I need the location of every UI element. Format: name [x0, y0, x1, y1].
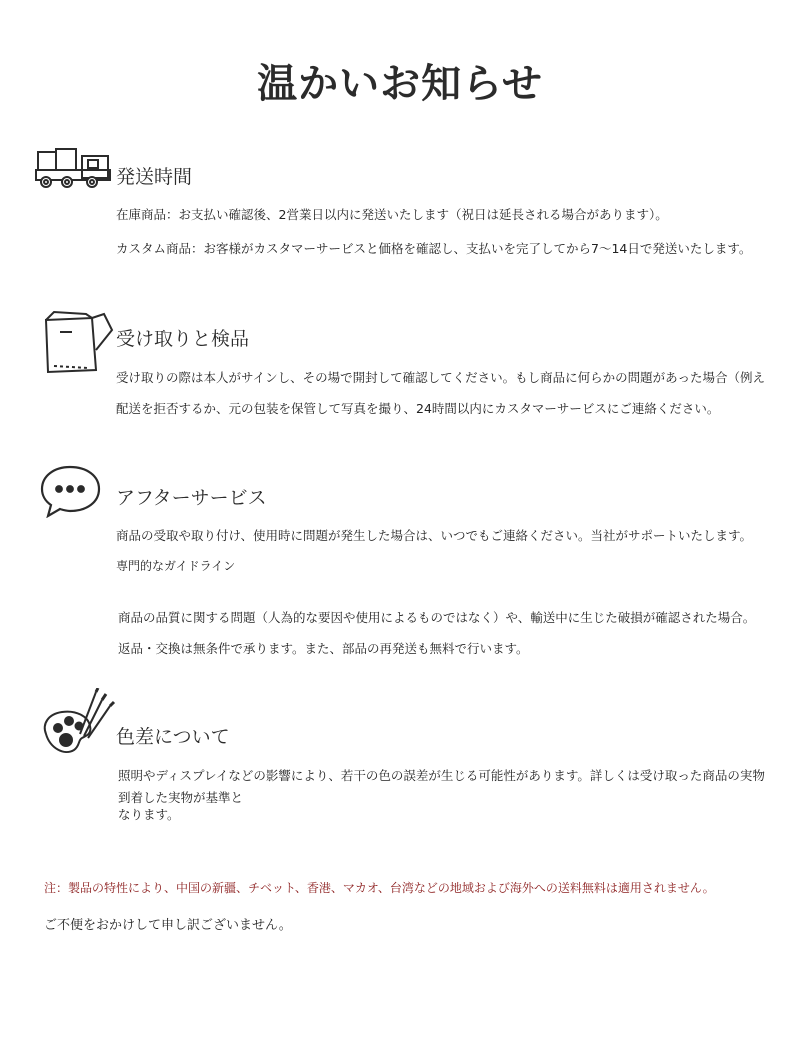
after-service-line-1: 商品の受取や取り付け、使用時に問題が発生した場合は、いつでもご連絡ください。当社がサポートいたします。: [116, 528, 753, 543]
truck-icon: [34, 146, 114, 192]
color-line-1: 照明やディスプレイなどの影響により、若干の色の誤差が生じる可能性があります。詳しくは受け取った商品の実物: [118, 768, 765, 783]
section-heading-after-service: アフターサービス: [116, 487, 267, 509]
section-heading-shipping: 発送時間: [116, 166, 193, 188]
shipping-line-1: 在庫商品：お支払い確認後、2営業日以内に発送いたします（祝日は延長される場合があります）。: [116, 207, 668, 222]
after-service-line-4: 返品・交換は無条件で承ります。また、部品の再発送も無料で行います。: [118, 641, 529, 656]
section-heading-receiving: 受け取りと検品: [116, 328, 250, 350]
page-title: 温かいお知らせ: [257, 61, 543, 107]
chat-bubble-icon: [40, 464, 104, 518]
receiving-line-2: 配送を拒否するか、元の包装を保管して写真を撮り、24時間以内にカスタマーサービスにご連絡ください。: [116, 401, 720, 416]
box-icon: [40, 310, 116, 376]
receiving-line-1: 受け取りの際は本人がサインし、その場で開封して確認してください。もし商品に何らかの問題があった場合（例え: [116, 370, 766, 385]
shipping-line-2: カスタム商品：お客様がカスタマーサービスと価格を確認し、支払いを完了してから7～14日で発送いたします。: [116, 241, 752, 256]
after-service-line-3: 商品の品質に関する問題（人為的な要因や使用によるものではなく）や、輸送中に生じた破損が確認された場合。: [118, 610, 756, 625]
shipping-exclusion-note: 注：製品の特性により、中国の新疆、チベット、香港、マカオ、台湾などの地域および海外への送料無料は適用されません。: [44, 881, 715, 895]
apology-text: ご不便をおかけして申し訳ございません。: [44, 918, 292, 933]
color-line-3: なります。: [118, 807, 180, 822]
after-service-guideline-label: 専門的なガイドライン: [116, 559, 236, 573]
color-line-2: 到着した実物が基準と: [118, 790, 244, 805]
section-heading-color-difference: 色差について: [116, 726, 230, 748]
palette-icon: [40, 688, 116, 758]
